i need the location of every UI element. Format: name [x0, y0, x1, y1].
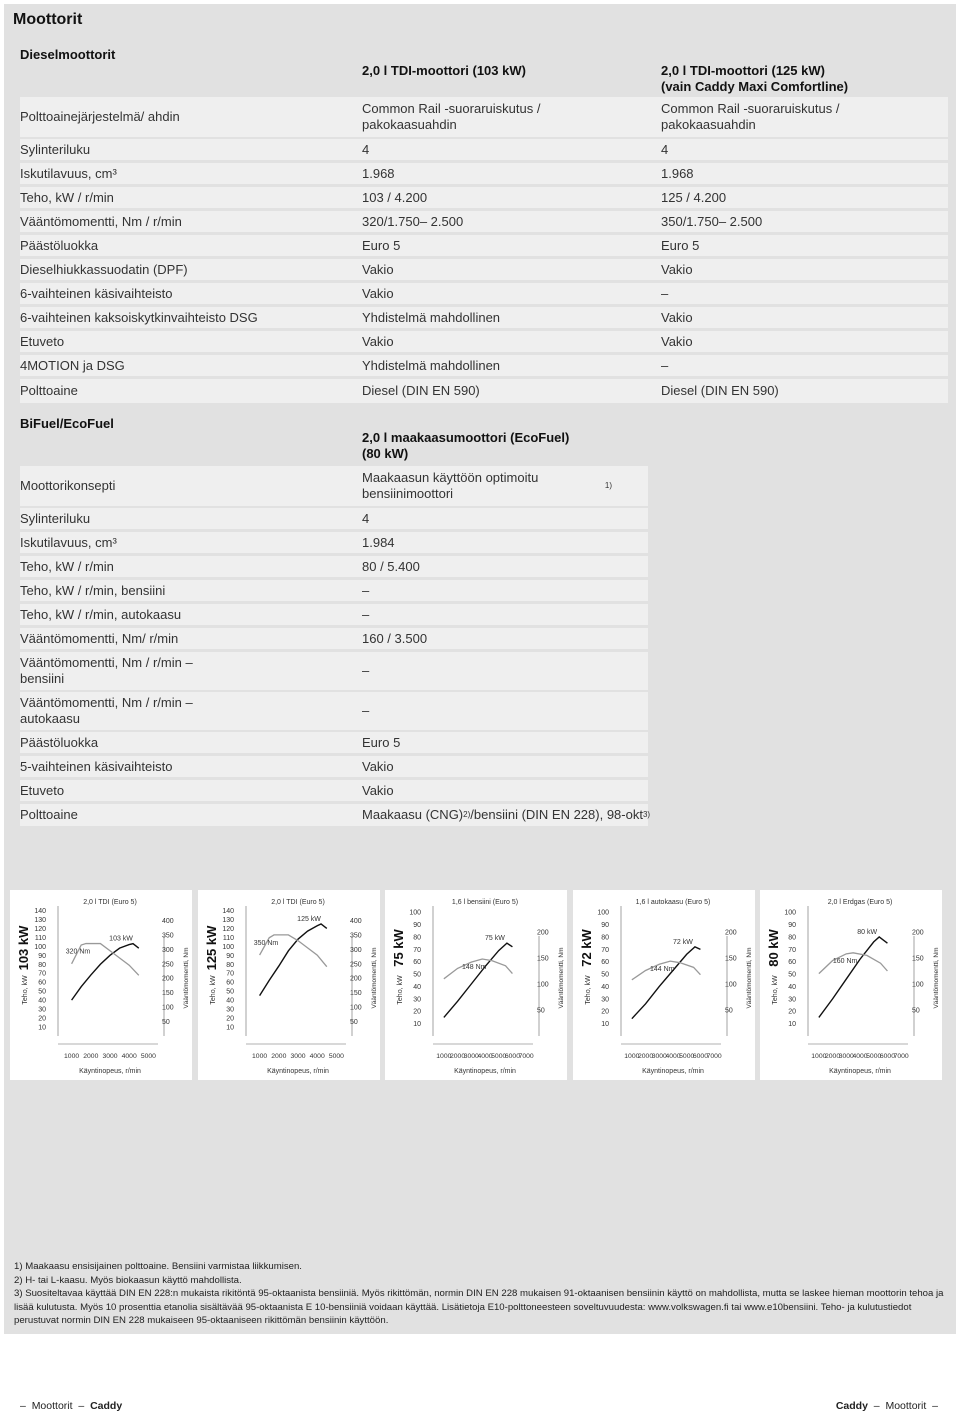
chart-y-tick: 100 [784, 909, 796, 917]
chart-y-tick: 80 [600, 934, 609, 942]
chart-x-tick: 6000 [692, 1053, 708, 1060]
chart-y2-tick: 100 [162, 1004, 174, 1012]
table-row [20, 580, 648, 601]
chart-y-label: Teho, kW [584, 975, 592, 1005]
chart-x-label: Käyntinopeus, r/min [829, 1068, 891, 1075]
diesel-col2-header [661, 63, 848, 95]
table-row [20, 732, 648, 753]
chart-y-tick: 80 [413, 934, 421, 942]
row-value-125kw: 4 [661, 141, 669, 157]
row-value-125kw: – [661, 285, 669, 301]
row-value-103kw: 4 [362, 141, 370, 157]
chart-title: 1,6 l bensiini (Euro 5) [451, 899, 519, 906]
row-value-80kw: Vakio [362, 782, 394, 798]
page-title: Moottorit [13, 11, 83, 28]
chart-y-tick: 70 [38, 970, 46, 978]
chart-x-tick: 1000 [251, 1053, 267, 1060]
row-label: Päästöluokka [20, 237, 99, 253]
row-label: Polttoaine [20, 383, 78, 398]
chart-y-tick: 110 [34, 934, 46, 942]
chart-x-tick: 1000 [64, 1053, 80, 1060]
row-value-103kw: Yhdistelmä mahdollinen [362, 357, 501, 373]
chart-y-tick: 40 [413, 983, 421, 991]
row-value-103kw: Diesel (DIN EN 590) [362, 383, 480, 398]
chart-x-tick: 2000 [270, 1053, 286, 1060]
chart-x-label: Käyntinopeus, r/min [79, 1068, 141, 1075]
table-row [20, 379, 948, 403]
row-label: Polttoainejärjestelmä/ ahdin [20, 109, 180, 124]
chart-y-tick: 30 [225, 1006, 234, 1014]
row-value-125kw: 1.968 [661, 165, 694, 181]
footer-right-model: Caddy [835, 1400, 868, 1412]
chart-y-tick: 40 [788, 983, 796, 991]
chart-title: 2,0 l TDI (Euro 5) [83, 899, 137, 906]
chart-y2-tick: 150 [537, 955, 549, 963]
chart-y2-label: Vääntömomentti, Nm [183, 947, 190, 1009]
footer-left-dash-2: – [78, 1400, 85, 1412]
chart-y-tick: 10 [225, 1024, 234, 1032]
row-label: Dieselhiukkassuodatin (DPF) [20, 261, 188, 277]
chart-x-tick: 4000 [309, 1053, 325, 1060]
chart-y-tick: 40 [225, 997, 234, 1005]
chart-x-tick: 5000 [678, 1053, 694, 1060]
chart-y2-tick: 50 [349, 1019, 358, 1027]
chart-y-tick: 40 [600, 983, 609, 991]
chart-y-tick: 100 [409, 909, 421, 917]
footer-right [836, 1400, 938, 1412]
chart-y2-tick: 400 [349, 917, 362, 925]
chart-y-tick: 80 [38, 961, 46, 969]
chart-x-tick: 2000 [450, 1053, 466, 1060]
row-value-125kw: 350/1.750– 2.500 [661, 213, 763, 229]
row-value-125kw: Vakio [661, 261, 693, 277]
torque-label: 160 Nm [832, 957, 858, 965]
row-label: Iskutilavuus, cm³ [20, 534, 117, 550]
footer-left-section: Moottorit [31, 1400, 73, 1412]
chart-y2-tick: 150 [162, 990, 174, 998]
chart-y2-tick: 300 [349, 946, 362, 954]
row-value-80kw: Euro 5 [362, 734, 401, 750]
row-label: Polttoaine [20, 807, 78, 822]
chart-x-tick: 3000 [651, 1053, 667, 1060]
chart-y-tick: 30 [413, 996, 421, 1004]
footer-right-dash-2: – [932, 1400, 938, 1412]
chart-title: 1,6 l autokaasu (Euro 5) [635, 899, 710, 906]
row-value-80kw: 4 [362, 510, 370, 526]
table-row [20, 331, 948, 352]
chart-y-tick: 50 [788, 971, 796, 979]
chart-y-tick: 60 [600, 959, 609, 967]
chart-y-tick: 100 [221, 943, 234, 951]
chart-y2-tick: 100 [537, 981, 549, 989]
chart-y2-tick: 150 [349, 990, 362, 998]
chart-y-tick: 60 [788, 959, 796, 967]
row-value-125kw: Vakio [661, 333, 693, 349]
row-label: Teho, kW / r/min [20, 558, 114, 574]
chart-y-tick: 10 [788, 1021, 796, 1029]
row-value-80kw: – [362, 703, 370, 718]
table-row [20, 628, 648, 649]
chart-y-tick: 10 [38, 1024, 46, 1032]
row-value-80kw: – [362, 582, 370, 598]
footnotes [14, 1260, 944, 1328]
row-value-125kw: Euro 5 [661, 237, 700, 253]
row-value-80kw: Vakio [362, 758, 394, 774]
chart-y-tick: 130 [34, 916, 46, 924]
chart-x-tick: 4000 [121, 1053, 137, 1060]
chart-y-tick: 50 [225, 988, 234, 996]
row-label: Iskutilavuus, cm³ [20, 165, 117, 181]
footer-right-dash: – [873, 1400, 880, 1412]
chart-x-tick: 3000 [102, 1053, 118, 1060]
chart-y-tick: 60 [413, 959, 421, 967]
table-row [20, 235, 948, 256]
row-value-103kw: Vakio [362, 285, 394, 301]
row-label: Etuveto [20, 333, 65, 349]
chart-y-tick: 50 [413, 971, 421, 979]
chart-y2-tick: 100 [349, 1004, 362, 1012]
chart-x-tick: 7000 [893, 1053, 909, 1060]
chart-y-tick: 30 [38, 1006, 46, 1014]
engine-chart [10, 890, 192, 1080]
chart-x-label: Käyntinopeus, r/min [454, 1068, 516, 1075]
row-value-103kw: 1.968 [362, 165, 395, 181]
row-value-103kw: Vakio [362, 261, 394, 277]
bifuel-col1-header-line2: (80 kW) [362, 446, 409, 461]
chart-y-tick: 30 [788, 996, 796, 1004]
chart-y2-tick: 150 [912, 955, 924, 963]
row-label: Sylinteriluku [20, 141, 91, 157]
chart-y-tick: 90 [600, 922, 609, 930]
chart-y-tick: 50 [38, 988, 46, 996]
chart-y-tick: 10 [600, 1021, 609, 1029]
chart-side-label: 125 kW [203, 925, 219, 971]
chart-side-label: 72 kW [578, 929, 594, 967]
table-row [20, 652, 648, 690]
chart-x-tick: 3000 [838, 1053, 854, 1060]
row-value-80kw: Maakaasun käyttöön optimoitu bensiinimoottori 1) [362, 470, 612, 501]
chart-x-tick: 4000 [852, 1053, 868, 1060]
chart-y2-label: Vääntömomentti, Nm [370, 947, 378, 1009]
chart-x-tick: 7000 [518, 1053, 534, 1060]
chart-y-tick: 140 [34, 907, 46, 915]
row-value-103kw: Common Rail -suoraruiskutus / pakokaasuahdin [362, 101, 541, 132]
chart-y2-tick: 300 [162, 946, 174, 954]
chart-y-tick: 130 [221, 916, 234, 924]
row-label: Teho, kW / r/min, autokaasu [20, 606, 182, 622]
chart-y-tick: 20 [788, 1008, 796, 1016]
chart-y2-label: Vääntömomentti, Nm [933, 947, 940, 1009]
table-row [20, 804, 651, 826]
chart-title: 2,0 l TDI (Euro 5) [270, 899, 325, 906]
chart-y-tick: 90 [788, 922, 796, 930]
row-value-103kw: Euro 5 [362, 237, 401, 253]
chart-y-tick: 20 [225, 1015, 234, 1023]
power-label: 80 kW [857, 928, 878, 936]
power-label: 75 kW [485, 935, 505, 943]
chart-x-label: Käyntinopeus, r/min [641, 1068, 704, 1075]
chart-y-tick: 60 [38, 979, 46, 987]
chart-x-tick: 1000 [623, 1053, 639, 1060]
diesel-col2-header-line1: 2,0 l TDI-moottori (125 kW) [661, 63, 825, 78]
chart-y2-tick: 50 [724, 1007, 733, 1015]
chart-y2-tick: 200 [349, 975, 362, 983]
chart-y2-tick: 200 [724, 929, 737, 937]
bifuel-col1-header-line1: 2,0 l maakaasumoottori (EcoFuel) [362, 430, 570, 445]
bifuel-section-title: BiFuel/EcoFuel [20, 416, 114, 431]
chart-y-tick: 90 [38, 952, 46, 960]
engine-chart [760, 890, 942, 1080]
chart-y-tick: 10 [413, 1021, 421, 1029]
chart-x-tick: 5000 [866, 1053, 882, 1060]
row-value-text: Maakaasu (CNG) [362, 807, 464, 822]
chart-y-tick: 20 [413, 1008, 421, 1016]
chart-side-label: 80 kW [766, 929, 781, 967]
row-label: Moottorikonsepti [20, 478, 116, 493]
row-value-text-2: /bensiini (DIN EN 228), 98-okt [470, 807, 643, 822]
row-label: Sylinteriluku [20, 510, 91, 526]
power-label: 103 kW [109, 935, 133, 943]
table-row [20, 780, 648, 801]
table-row [20, 163, 948, 184]
chart-y-tick: 110 [222, 934, 234, 942]
chart-y-tick: 100 [596, 909, 609, 917]
chart-y-tick: 20 [38, 1015, 46, 1023]
row-value-103kw: Yhdistelmä mahdollinen [362, 309, 501, 325]
chart-x-tick: 1000 [811, 1053, 827, 1060]
diesel-col2-header-line2: (vain Caddy Maxi Comfortline) [661, 79, 849, 94]
chart-y-tick: 90 [413, 922, 421, 930]
row-value-103kw: 320/1.750– 2.500 [362, 213, 464, 229]
row-value-80kw: – [362, 663, 370, 678]
table-row [20, 187, 948, 208]
row-label: 6-vaihteinen käsivaihteisto [20, 285, 173, 301]
chart-y-tick: 70 [788, 946, 796, 954]
chart-y2-tick: 400 [162, 917, 174, 925]
chart-y-tick: 70 [413, 946, 421, 954]
table-row [20, 532, 648, 553]
table-row [20, 756, 648, 777]
chart-y-label: Teho, kW [772, 975, 779, 1005]
chart-x-tick: 2000 [825, 1053, 841, 1060]
engine-chart [385, 890, 567, 1080]
bifuel-col1-header [362, 430, 569, 462]
chart-y2-label: Vääntömomentti, Nm [745, 947, 753, 1009]
row-label: 4MOTION ja DSG [20, 357, 125, 373]
chart-x-tick: 2000 [637, 1053, 653, 1060]
chart-x-tick: 5000 [140, 1053, 156, 1060]
footer-left [20, 1400, 122, 1412]
chart-y-tick: 70 [225, 970, 234, 978]
chart-x-tick: 6000 [504, 1053, 520, 1060]
chart-side-label: 103 kW [16, 925, 31, 971]
chart-y-tick: 70 [600, 946, 609, 954]
chart-y-label: Teho, kW [209, 975, 217, 1005]
footnote-1: 1) Maakaasu ensisijainen polttoaine. Bensiini varmistaa liikkumisen. [14, 1261, 302, 1272]
chart-title: 2,0 l Erdgas (Euro 5) [827, 899, 893, 906]
chart-y2-tick: 350 [162, 932, 174, 940]
chart-y-tick: 90 [225, 952, 234, 960]
row-value-80kw: 80 / 5.400 [362, 558, 420, 574]
table-row [20, 259, 948, 280]
chart-x-tick: 6000 [879, 1053, 895, 1060]
performance-charts [10, 890, 950, 1080]
chart-y2-label: Vääntömomentti, Nm [558, 947, 565, 1009]
chart-y2-tick: 100 [724, 981, 737, 989]
chart-y-tick: 20 [600, 1008, 609, 1016]
chart-y-tick: 80 [788, 934, 796, 942]
chart-x-tick: 3000 [289, 1053, 306, 1060]
row-label: Teho, kW / r/min [20, 189, 114, 205]
chart-y-label: Teho, kW [397, 975, 404, 1005]
chart-y2-tick: 200 [537, 929, 549, 937]
chart-y-tick: 120 [34, 925, 46, 933]
chart-y2-tick: 50 [912, 1007, 920, 1015]
torque-label: 320 Nm [65, 948, 91, 956]
row-label: Teho, kW / r/min, bensiini [20, 582, 166, 598]
chart-y2-tick: 50 [537, 1007, 545, 1015]
chart-side-label: 75 kW [391, 929, 406, 967]
row-label: Vääntömomentti, Nm / r/min – bensiini [20, 655, 193, 686]
diesel-col1-header: 2,0 l TDI-moottori (103 kW) [362, 63, 526, 78]
chart-y-tick: 60 [225, 979, 234, 987]
row-label: Etuveto [20, 782, 65, 798]
chart-y-tick: 40 [38, 997, 46, 1005]
chart-x-tick: 5000 [328, 1053, 344, 1060]
engine-chart [573, 890, 755, 1080]
footnote-3: 3) Suositeltavaa käyttää DIN EN 228:n mukaista rikitöntä 95-oktaanista bensiiniä. Myös rikittömän, normin DIN EN 228 mukaisen 91-oktaanisen bensiinin käyttö on mahdollista, mutta se laskee hieman moottorin tehoa ja lisää kulutusta. Myös 10 prosenttia etanolia sisältävää 95-oktaanista E 10-bensiiniä voidaan käyttää. Lisätietoja E10-polttoneesteen soveltuvuudesta: www.volkswagen.fi tai www.e10bensiini. Teho- ja kulutustiedot perustuvat normin DIN EN 228 mukaiseen 95-oktaaniseen rikittömän bensiinin käyttöön. [14, 1288, 944, 1327]
chart-y-tick: 120 [221, 925, 234, 933]
footer-right-section: Moottorit [885, 1400, 927, 1412]
diesel-section-title: Dieselmoottorit [20, 47, 116, 62]
row-value-80kw: 160 / 3.500 [362, 630, 428, 646]
chart-y-tick: 140 [221, 907, 234, 915]
table-row [20, 604, 648, 625]
chart-y-tick: 50 [600, 971, 609, 979]
table-row [20, 139, 948, 160]
row-label: Päästöluokka [20, 734, 99, 750]
row-label: Vääntömomentti, Nm/ r/min [20, 630, 179, 646]
chart-y2-tick: 150 [724, 955, 737, 963]
chart-y-tick: 100 [34, 943, 46, 951]
chart-x-tick: 4000 [664, 1053, 681, 1060]
chart-y-label: Teho, kW [22, 975, 29, 1005]
chart-y-tick: 30 [600, 996, 609, 1004]
chart-y2-tick: 250 [162, 961, 174, 969]
row-label: Vääntömomentti, Nm / r/min – autokaasu [20, 695, 193, 726]
row-value-103kw: 103 / 4.200 [362, 189, 428, 205]
row-label: 5-vaihteinen käsivaihteisto [20, 758, 173, 774]
chart-y2-tick: 350 [349, 932, 362, 940]
chart-y-tick: 80 [225, 961, 234, 969]
row-value-text: Maakaasun käyttöön optimoitu bensiinimoottori [362, 470, 539, 501]
chart-x-tick: 4000 [477, 1053, 493, 1060]
chart-y2-tick: 200 [162, 975, 174, 983]
chart-x-tick: 3000 [463, 1053, 479, 1060]
table-row [20, 211, 948, 232]
chart-y2-tick: 50 [162, 1019, 170, 1027]
footer-left-dash: – [20, 1400, 26, 1412]
table-row [20, 556, 648, 577]
torque-label: 350 Nm [253, 939, 278, 947]
chart-x-tick: 1000 [436, 1053, 452, 1060]
chart-x-tick: 5000 [491, 1053, 507, 1060]
row-value-125kw: Vakio [661, 309, 693, 325]
table-row [20, 307, 948, 328]
torque-label: 148 Nm [461, 964, 487, 972]
chart-y2-tick: 100 [912, 981, 924, 989]
power-label: 125 kW [296, 915, 321, 923]
table-row [20, 283, 948, 304]
chart-x-tick: 7000 [706, 1053, 722, 1060]
footnote-2: 2) H- tai L-kaasu. Myös biokaasun käyttö mahdollista. [14, 1274, 242, 1286]
row-value-103kw: Vakio [362, 333, 394, 349]
row-value-125kw: Common Rail -suoraruiskutus / pakokaasuahdin [661, 101, 840, 132]
row-label: 6-vaihteinen kaksoiskytkinvaihteisto DSG [20, 309, 258, 325]
chart-y2-tick: 200 [912, 929, 924, 937]
chart-x-label: Käyntinopeus, r/min [266, 1068, 329, 1075]
table-row [20, 355, 948, 376]
engine-chart [198, 890, 380, 1080]
table-row [20, 692, 648, 730]
table-row [20, 508, 648, 529]
power-label: 72 kW [672, 938, 693, 946]
row-value-80kw: Maakaasu (CNG) 2) /bensiini (DIN EN 228), 98-okt 3) [362, 807, 651, 822]
row-value-80kw: – [362, 606, 370, 622]
row-label: Vääntömomentti, Nm / r/min [20, 213, 182, 229]
row-value-125kw: 125 / 4.200 [661, 189, 727, 205]
table-row [20, 97, 948, 137]
chart-y2-tick: 250 [349, 961, 362, 969]
row-value-125kw: – [661, 357, 669, 373]
row-value-80kw: 1.984 [362, 534, 395, 550]
chart-x-tick: 2000 [83, 1053, 99, 1060]
table-row [20, 466, 648, 506]
row-value-125kw: Diesel (DIN EN 590) [661, 383, 779, 398]
footer-left-model: Caddy [90, 1400, 123, 1412]
torque-label: 144 Nm [649, 966, 675, 974]
